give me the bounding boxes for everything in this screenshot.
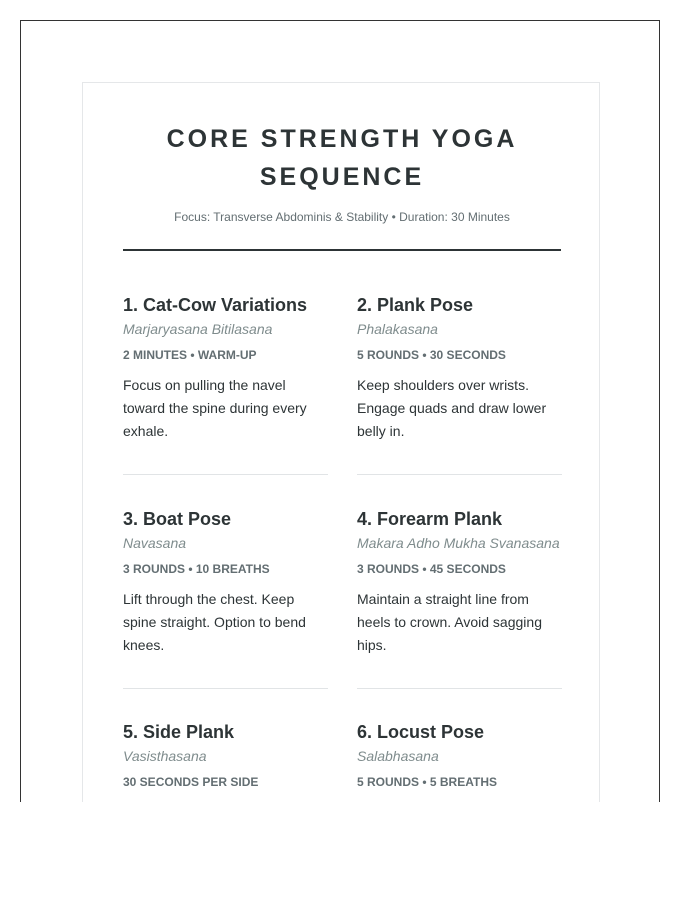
pose-meta: 5 ROUNDS • 5 BREATHS <box>357 775 497 789</box>
pose-name: 5. Side Plank <box>123 722 235 742</box>
pose-divider <box>123 474 328 475</box>
pose-sanskrit-name: Salabhasana <box>357 748 439 764</box>
pose-meta: 3 ROUNDS • 10 BREATHS <box>123 562 270 576</box>
pose-item <box>357 508 562 657</box>
pose-sanskrit-name: Vasisthasana <box>123 748 207 764</box>
pose-description: Keep shoulders over wrists. Engage quads and draw lower belly in. <box>357 377 547 439</box>
pose-sanskrit-name: Phalakasana <box>357 321 438 337</box>
pose-name: 6. Locust Pose <box>357 722 485 742</box>
pose-item <box>123 721 328 801</box>
pose-description: Lift through the chest. Keep spine straight. Option to bend knees. <box>123 591 306 653</box>
pose-sanskrit-name: Marjaryasana Bitilasana <box>123 321 273 337</box>
page-frame <box>20 20 660 802</box>
pose-meta: 5 ROUNDS • 30 SECONDS <box>357 348 506 362</box>
pose-divider <box>123 688 328 689</box>
pose-divider <box>357 474 562 475</box>
pose-description: Focus on pulling the navel toward the spine during every exhale. <box>123 377 307 439</box>
pose-meta: 3 ROUNDS • 45 SECONDS <box>357 562 506 576</box>
title-rule <box>123 249 561 251</box>
pose-name: 3. Boat Pose <box>123 509 232 529</box>
pose-item <box>357 294 562 443</box>
pose-name: 2. Plank Pose <box>357 295 474 315</box>
pose-name: 1. Cat-Cow Variations <box>123 295 308 315</box>
document-title: CORE STRENGTH YOGA SEQUENCE <box>166 125 518 191</box>
pose-item <box>123 294 328 443</box>
sequence-card <box>82 82 600 802</box>
document-subtitle: Focus: Transverse Abdominis & Stability • Duration: 30 Minutes <box>174 210 510 224</box>
pose-meta: 30 SECONDS PER SIDE <box>123 775 259 789</box>
pose-item <box>123 508 328 657</box>
pose-item <box>357 721 562 801</box>
pose-divider <box>357 688 562 689</box>
pose-sanskrit-name: Makara Adho Mukha Svanasana <box>357 535 560 551</box>
pose-description: Maintain a straight line from heels to crown. Avoid sagging hips. <box>357 591 542 653</box>
pose-sanskrit-name: Navasana <box>123 535 187 551</box>
pose-meta: 2 MINUTES • WARM-UP <box>123 348 257 362</box>
pose-name: 4. Forearm Plank <box>357 509 503 529</box>
